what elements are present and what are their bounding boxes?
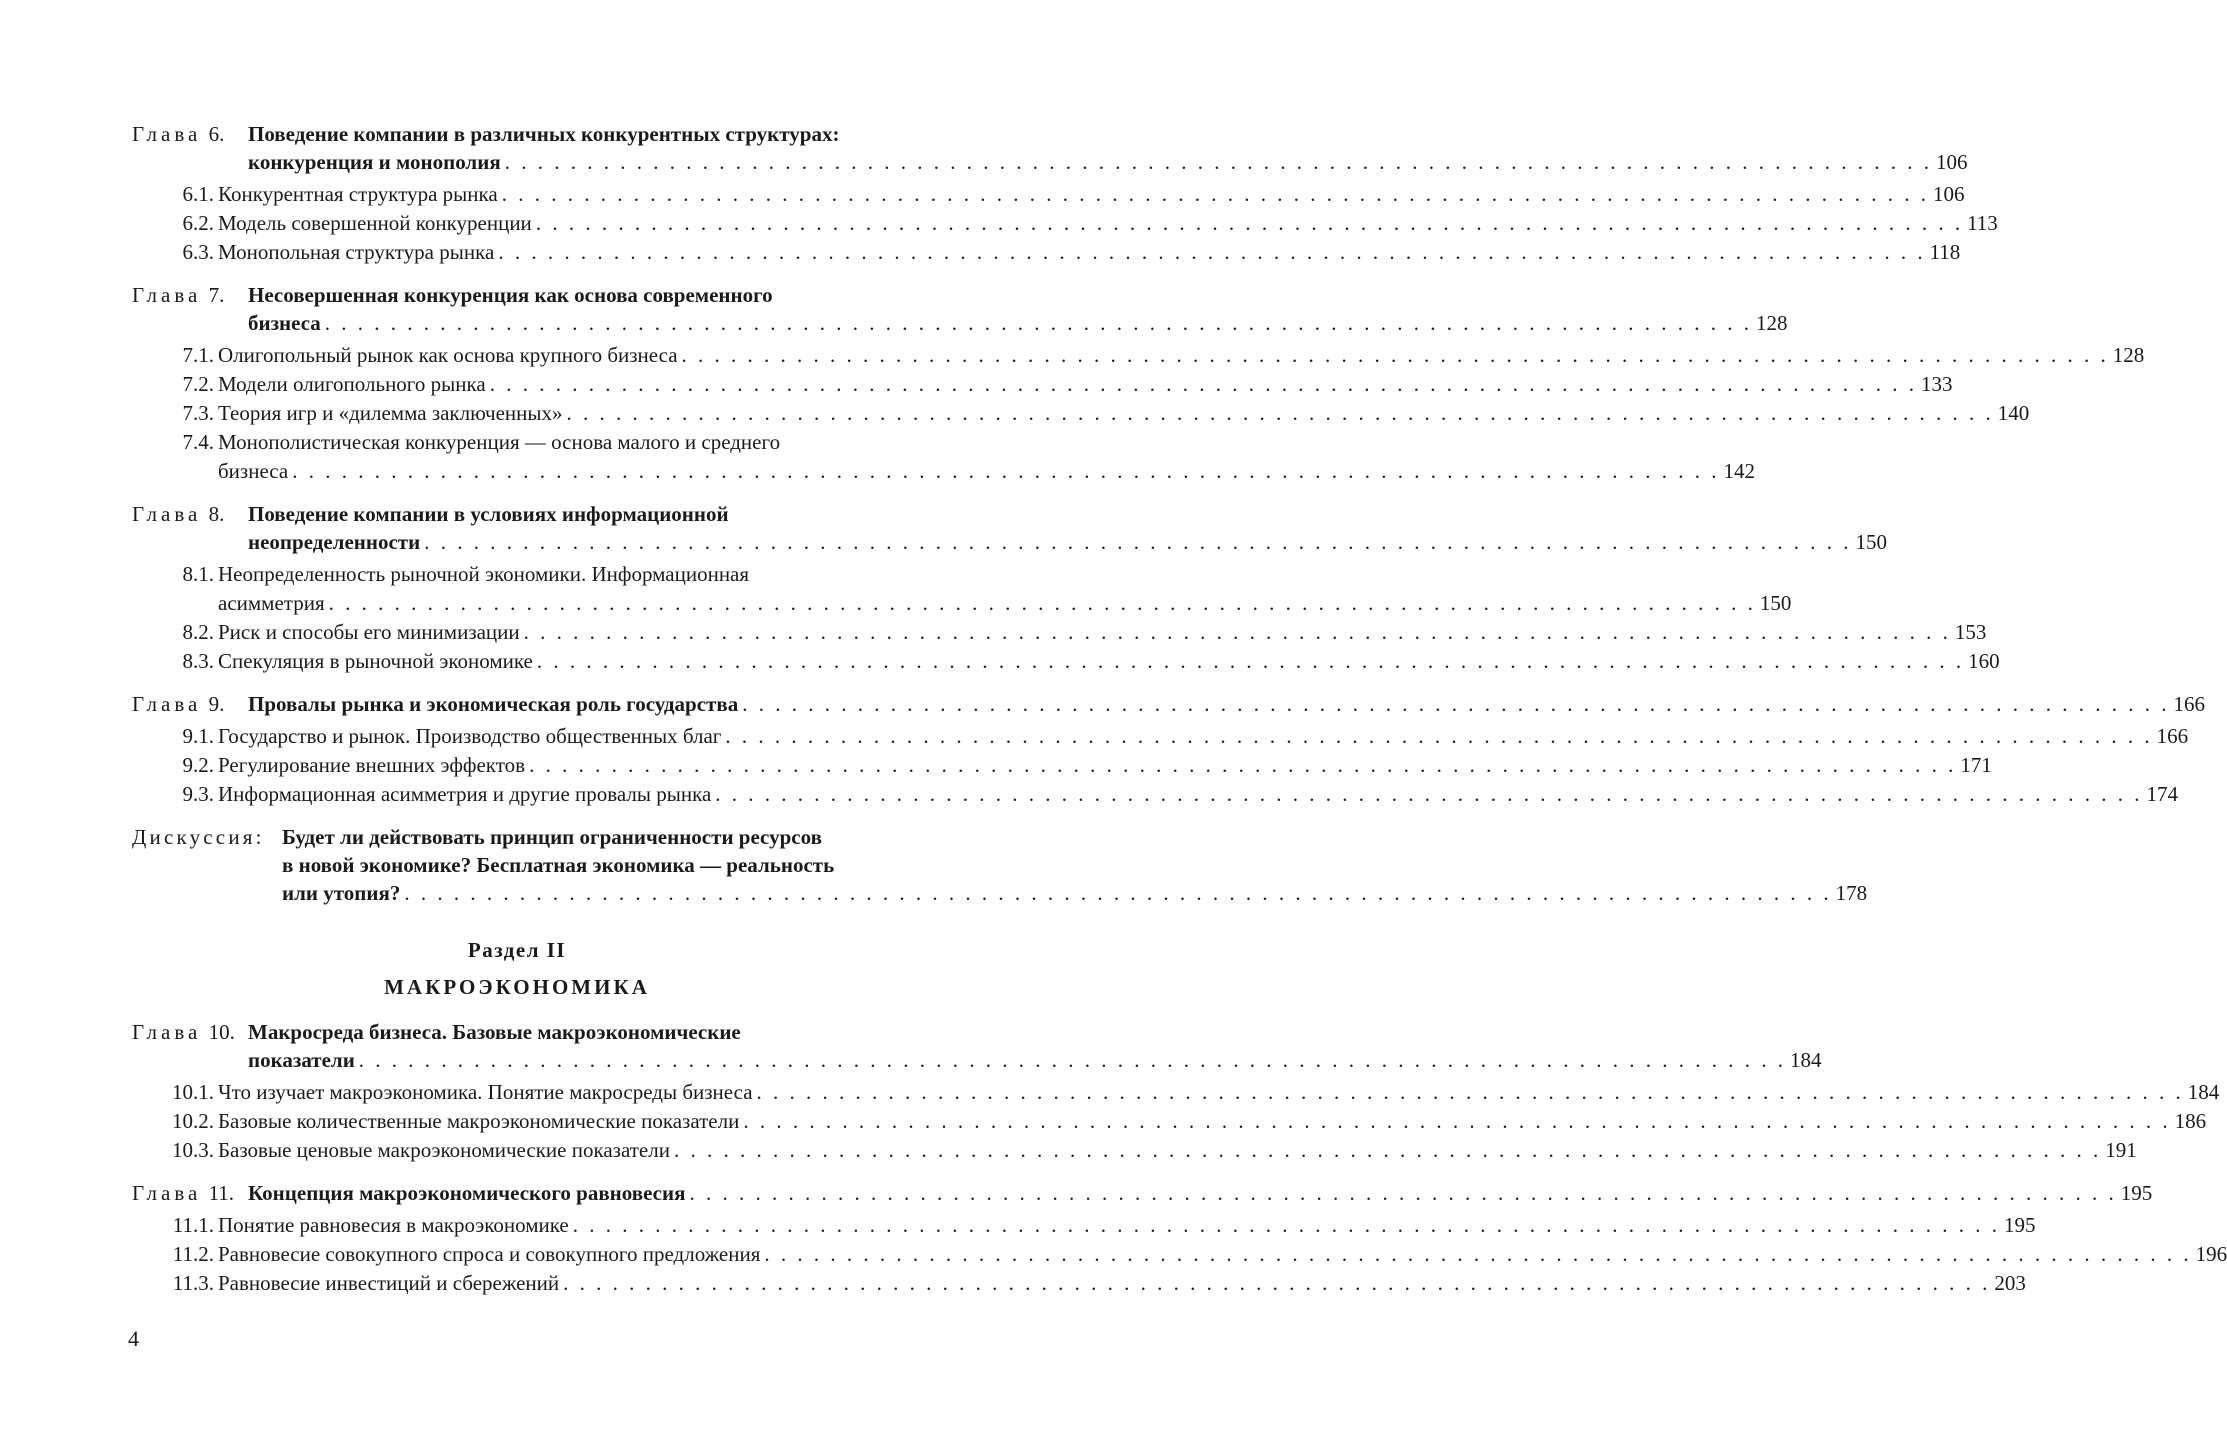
page-ref: 178 bbox=[1835, 881, 1868, 905]
chapter-number: 8. bbox=[208, 502, 225, 526]
discussion-title bbox=[282, 823, 1867, 907]
title-line bbox=[282, 879, 1867, 907]
chapter-label bbox=[132, 690, 248, 718]
section-number: 8.1. bbox=[182, 562, 214, 586]
label-word: Глава bbox=[132, 1181, 202, 1205]
title-text: Макросреда бизнеса. Базовые макроэкономические bbox=[248, 1020, 741, 1044]
section-text: Монопольная структура рынка bbox=[218, 240, 495, 264]
discussion-label bbox=[132, 823, 282, 851]
dot-leader bbox=[537, 647, 1964, 676]
section-title bbox=[218, 1211, 2036, 1240]
section-title bbox=[218, 209, 1998, 238]
title-line bbox=[248, 500, 1887, 528]
dot-leader bbox=[359, 1046, 1786, 1074]
chapter-title bbox=[248, 1018, 1822, 1074]
section-title bbox=[218, 370, 1952, 399]
section-entry bbox=[132, 751, 1992, 780]
section-text: Государство и рынок. Производство общественных благ bbox=[218, 724, 722, 748]
chapter-title bbox=[248, 500, 1887, 556]
label-word: Глава bbox=[132, 1020, 202, 1044]
title-text: показатели bbox=[248, 1048, 355, 1072]
page-ref: 140 bbox=[1997, 401, 2030, 425]
section-title bbox=[218, 751, 1992, 780]
dot-leader bbox=[529, 751, 1956, 780]
section-line bbox=[218, 1269, 2026, 1298]
section-entry bbox=[132, 341, 2145, 370]
section-line bbox=[218, 1240, 2227, 1269]
section-entry bbox=[132, 560, 1792, 618]
section-line bbox=[218, 1211, 2036, 1240]
section-entry bbox=[132, 780, 2179, 809]
section-entry bbox=[132, 370, 1953, 399]
section-text: Регулирование внешних эффектов bbox=[218, 753, 526, 777]
dot-leader bbox=[689, 1179, 2116, 1207]
section-title bbox=[218, 1136, 2137, 1165]
dot-leader bbox=[563, 1269, 1990, 1298]
section-text: Что изучает макроэкономика. Понятие макросреды бизнеса bbox=[218, 1080, 753, 1104]
section-title bbox=[218, 560, 1791, 618]
section-number: 8.3. bbox=[182, 649, 214, 673]
page-ref: 128 bbox=[2112, 343, 2145, 367]
section-text: Риск и способы его минимизации bbox=[218, 620, 520, 644]
section-line bbox=[218, 589, 1791, 618]
dot-leader bbox=[404, 879, 1831, 907]
title-line bbox=[282, 823, 1867, 851]
section-text: Теория игр и «дилемма заключенных» bbox=[218, 401, 563, 425]
title-text: бизнеса bbox=[248, 311, 321, 335]
page-ref: 191 bbox=[2105, 1138, 2137, 1162]
section-number: 7.3. bbox=[182, 401, 214, 425]
section-title bbox=[218, 1240, 2227, 1269]
dot-leader bbox=[674, 1136, 2101, 1165]
table-of-contents-part1 bbox=[132, 120, 2205, 921]
chapter-number: 7. bbox=[208, 283, 225, 307]
chapter-number: 6. bbox=[208, 122, 225, 146]
chapter-title bbox=[248, 690, 2205, 718]
page-ref: 184 bbox=[2187, 1080, 2220, 1104]
section-list bbox=[132, 341, 2145, 486]
chapter-heading bbox=[132, 690, 2205, 718]
section-line bbox=[218, 1136, 2137, 1165]
page-ref: 113 bbox=[1967, 211, 1998, 235]
page-ref: 166 bbox=[2173, 692, 2205, 716]
title-line bbox=[248, 528, 1887, 556]
chapter-label bbox=[132, 1179, 248, 1207]
section-line bbox=[218, 457, 1755, 486]
page-ref: 142 bbox=[1723, 459, 1755, 483]
section-number: 10.3. bbox=[172, 1138, 214, 1162]
title-text: в новой экономике? Бесплатная экономика — реальность bbox=[282, 853, 835, 877]
page-ref: 184 bbox=[1790, 1048, 1822, 1072]
section-number: 6.3. bbox=[182, 240, 214, 264]
title-line bbox=[248, 1018, 1822, 1046]
page-ref: 186 bbox=[2174, 1109, 2207, 1133]
section-text: асимметрия bbox=[218, 591, 325, 615]
section-entry bbox=[132, 618, 1987, 647]
discussion-heading bbox=[132, 823, 1868, 907]
chapter-number: 9. bbox=[208, 692, 225, 716]
chapter-entry bbox=[132, 1018, 2220, 1165]
dot-leader bbox=[325, 309, 1752, 337]
label-word: Глава bbox=[132, 692, 202, 716]
chapter-title bbox=[248, 1179, 2152, 1207]
title-line bbox=[248, 148, 1967, 176]
section-entry bbox=[132, 1269, 2026, 1298]
section-entry bbox=[132, 722, 2189, 751]
chapter-heading bbox=[132, 281, 1788, 337]
page-number: 4 bbox=[128, 1326, 139, 1351]
section-text: Равновесие инвестиций и сбережений bbox=[218, 1271, 560, 1295]
page-ref: 195 bbox=[2004, 1213, 2036, 1237]
section-text: Конкурентная структура рынка bbox=[218, 182, 498, 206]
section-line bbox=[218, 1078, 2219, 1107]
section-line bbox=[218, 647, 2000, 676]
section-entry bbox=[132, 238, 1961, 267]
page-ref: 160 bbox=[1968, 649, 2000, 673]
section-title bbox=[218, 428, 1755, 486]
discussion-entry bbox=[132, 823, 1868, 907]
dot-leader bbox=[742, 690, 2169, 718]
title-line bbox=[248, 309, 1788, 337]
section-entry bbox=[132, 647, 2000, 676]
dot-leader bbox=[424, 528, 1851, 556]
title-text: неопределенности bbox=[248, 530, 421, 554]
section-text: Модель совершенной конкуренции bbox=[218, 211, 532, 235]
section-title bbox=[218, 399, 2029, 428]
section-line bbox=[218, 560, 1791, 589]
page-ref: 106 bbox=[1933, 182, 1965, 206]
section-text: Модели олигопольного рынка bbox=[218, 372, 486, 396]
part-label: Раздел II bbox=[467, 938, 567, 962]
section-text: бизнеса bbox=[218, 459, 289, 483]
label-word: Дискуссия: bbox=[132, 825, 265, 849]
section-line bbox=[218, 209, 1998, 238]
page-ref: 174 bbox=[2146, 782, 2179, 806]
section-line bbox=[218, 751, 1992, 780]
dot-leader bbox=[566, 399, 1993, 428]
dot-leader bbox=[743, 1107, 2170, 1136]
chapter-label bbox=[132, 1018, 248, 1046]
chapter-heading bbox=[132, 1018, 1822, 1074]
chapter-entry bbox=[132, 120, 1998, 267]
dot-leader bbox=[524, 618, 1951, 647]
chapter-heading bbox=[132, 120, 1968, 176]
section-number: 10.2. bbox=[172, 1109, 214, 1133]
chapter-label bbox=[132, 281, 248, 309]
chapter-entry bbox=[132, 281, 2145, 486]
section-entry bbox=[132, 209, 1998, 238]
page-ref: 106 bbox=[1935, 150, 1968, 174]
chapter-heading bbox=[132, 500, 1887, 556]
section-line bbox=[218, 238, 1960, 267]
section-list bbox=[132, 560, 2000, 676]
section-title bbox=[218, 1078, 2219, 1107]
section-number: 6.2. bbox=[182, 211, 214, 235]
title-text: или утопия? bbox=[282, 881, 401, 905]
page-ref: 153 bbox=[1954, 620, 1987, 644]
chapter-number: 11. bbox=[208, 1181, 235, 1205]
section-list bbox=[132, 1078, 2220, 1165]
section-entry bbox=[132, 1107, 2207, 1136]
chapter-entry bbox=[132, 1179, 2227, 1298]
section-text: Информационная асимметрия и другие провалы рынка bbox=[218, 782, 712, 806]
chapter-number: 10. bbox=[208, 1020, 235, 1044]
dot-leader bbox=[757, 1078, 2184, 1107]
dot-leader bbox=[715, 780, 2142, 809]
label-word: Глава bbox=[132, 122, 202, 146]
section-entry bbox=[132, 1211, 2036, 1240]
section-number: 11.1. bbox=[172, 1213, 214, 1237]
section-line bbox=[218, 780, 2178, 809]
section-line bbox=[218, 722, 2188, 751]
section-text: Монополистическая конкуренция — основа малого и среднего bbox=[218, 430, 781, 454]
section-entry bbox=[132, 1078, 2220, 1107]
section-number: 11.3. bbox=[172, 1271, 214, 1295]
title-line bbox=[248, 690, 2205, 718]
title-text: Будет ли действовать принцип ограниченности ресурсов bbox=[282, 825, 822, 849]
page-ref: 150 bbox=[1855, 530, 1887, 554]
section-text: Равновесие совокупного спроса и совокупного предложения bbox=[218, 1242, 761, 1266]
section-entry bbox=[132, 1240, 2227, 1269]
chapter-label bbox=[132, 500, 248, 528]
title-text: Провалы рынка и экономическая роль государства bbox=[248, 692, 739, 716]
label-word: Глава bbox=[132, 502, 202, 526]
section-number: 10.1. bbox=[172, 1080, 214, 1104]
section-text: Базовые количественные макроэкономические показатели bbox=[218, 1109, 740, 1133]
section-list bbox=[132, 722, 2189, 809]
section-number: 9.1. bbox=[182, 724, 214, 748]
section-entry bbox=[132, 180, 1965, 209]
section-text: Спекуляция в рыночной экономике bbox=[218, 649, 533, 673]
section-title bbox=[218, 1269, 2026, 1298]
section-text: Неопределенность рыночной экономики. Информационная bbox=[218, 562, 750, 586]
chapter-label bbox=[132, 120, 248, 148]
section-line bbox=[218, 618, 1986, 647]
dot-leader bbox=[725, 722, 2152, 751]
section-number: 7.2. bbox=[182, 372, 214, 396]
section-title bbox=[218, 780, 2178, 809]
section-text: Понятие равновесия в макроэкономике bbox=[218, 1213, 569, 1237]
title-line bbox=[248, 1179, 2152, 1207]
title-text: Концепция макроэкономического равновесия bbox=[248, 1181, 686, 1205]
chapter-title bbox=[248, 281, 1788, 337]
section-line bbox=[218, 370, 1952, 399]
title-text: Поведение компании в различных конкурентных структурах: bbox=[248, 122, 840, 146]
section-number: 7.1. bbox=[182, 343, 214, 367]
dot-leader bbox=[505, 148, 1932, 176]
section-line bbox=[218, 180, 1965, 209]
dot-leader bbox=[536, 209, 1963, 238]
dot-leader bbox=[498, 238, 1925, 267]
dot-leader bbox=[682, 341, 2109, 370]
title-line bbox=[282, 851, 1867, 879]
section-title bbox=[218, 238, 1960, 267]
dot-leader bbox=[490, 370, 1917, 399]
chapter-title bbox=[248, 120, 1967, 176]
section-title bbox=[218, 180, 1965, 209]
section-entry bbox=[132, 1136, 2137, 1165]
page-ref: 171 bbox=[1960, 753, 1992, 777]
chapter-entry bbox=[132, 500, 2000, 676]
section-entry bbox=[132, 399, 2030, 428]
page-ref: 195 bbox=[2120, 1181, 2153, 1205]
page-ref: 196 bbox=[2195, 1242, 2227, 1266]
section-number: 9.3. bbox=[182, 782, 214, 806]
title-line bbox=[248, 281, 1788, 309]
section-number: 8.2. bbox=[182, 620, 214, 644]
section-text: Олигопольный рынок как основа крупного бизнеса bbox=[218, 343, 678, 367]
chapter-heading bbox=[132, 1179, 2153, 1207]
title-line bbox=[248, 1046, 1822, 1074]
section-list bbox=[132, 180, 1998, 267]
table-of-contents-part2 bbox=[132, 1018, 2227, 1312]
dot-leader bbox=[292, 457, 1719, 486]
section-title bbox=[218, 1107, 2206, 1136]
section-line bbox=[218, 399, 2029, 428]
section-line bbox=[218, 341, 2144, 370]
section-number: 11.2. bbox=[172, 1242, 214, 1266]
section-title bbox=[218, 618, 1986, 647]
page-ref: 133 bbox=[1920, 372, 1953, 396]
section-number: 9.2. bbox=[182, 753, 214, 777]
title-line bbox=[248, 120, 1967, 148]
dot-leader bbox=[329, 589, 1756, 618]
title-text: конкуренция и монополия bbox=[248, 150, 501, 174]
section-title bbox=[218, 341, 2144, 370]
page-ref: 203 bbox=[1994, 1271, 2026, 1295]
section-line bbox=[218, 1107, 2206, 1136]
dot-leader bbox=[764, 1240, 2191, 1269]
part-title: МАКРОЭКОНОМИКА bbox=[384, 975, 650, 999]
chapter-entry bbox=[132, 690, 2205, 809]
title-text: Несовершенная конкуренция как основа современного bbox=[248, 283, 773, 307]
section-entry bbox=[132, 428, 1755, 486]
section-list bbox=[132, 1211, 2227, 1298]
section-number: 7.4. bbox=[182, 430, 214, 454]
title-text: Поведение компании в условиях информационной bbox=[248, 502, 729, 526]
dot-leader bbox=[502, 180, 1929, 209]
page-ref: 118 bbox=[1929, 240, 1961, 264]
page-ref: 166 bbox=[2156, 724, 2189, 748]
page-ref: 150 bbox=[1759, 591, 1792, 615]
section-line bbox=[218, 428, 1755, 457]
section-title bbox=[218, 722, 2188, 751]
page-ref: 128 bbox=[1756, 311, 1788, 335]
dot-leader bbox=[573, 1211, 2000, 1240]
label-word: Глава bbox=[132, 283, 202, 307]
section-title bbox=[218, 647, 2000, 676]
section-text: Базовые ценовые макроэкономические показатели bbox=[218, 1138, 670, 1162]
section-number: 6.1. bbox=[182, 182, 214, 206]
